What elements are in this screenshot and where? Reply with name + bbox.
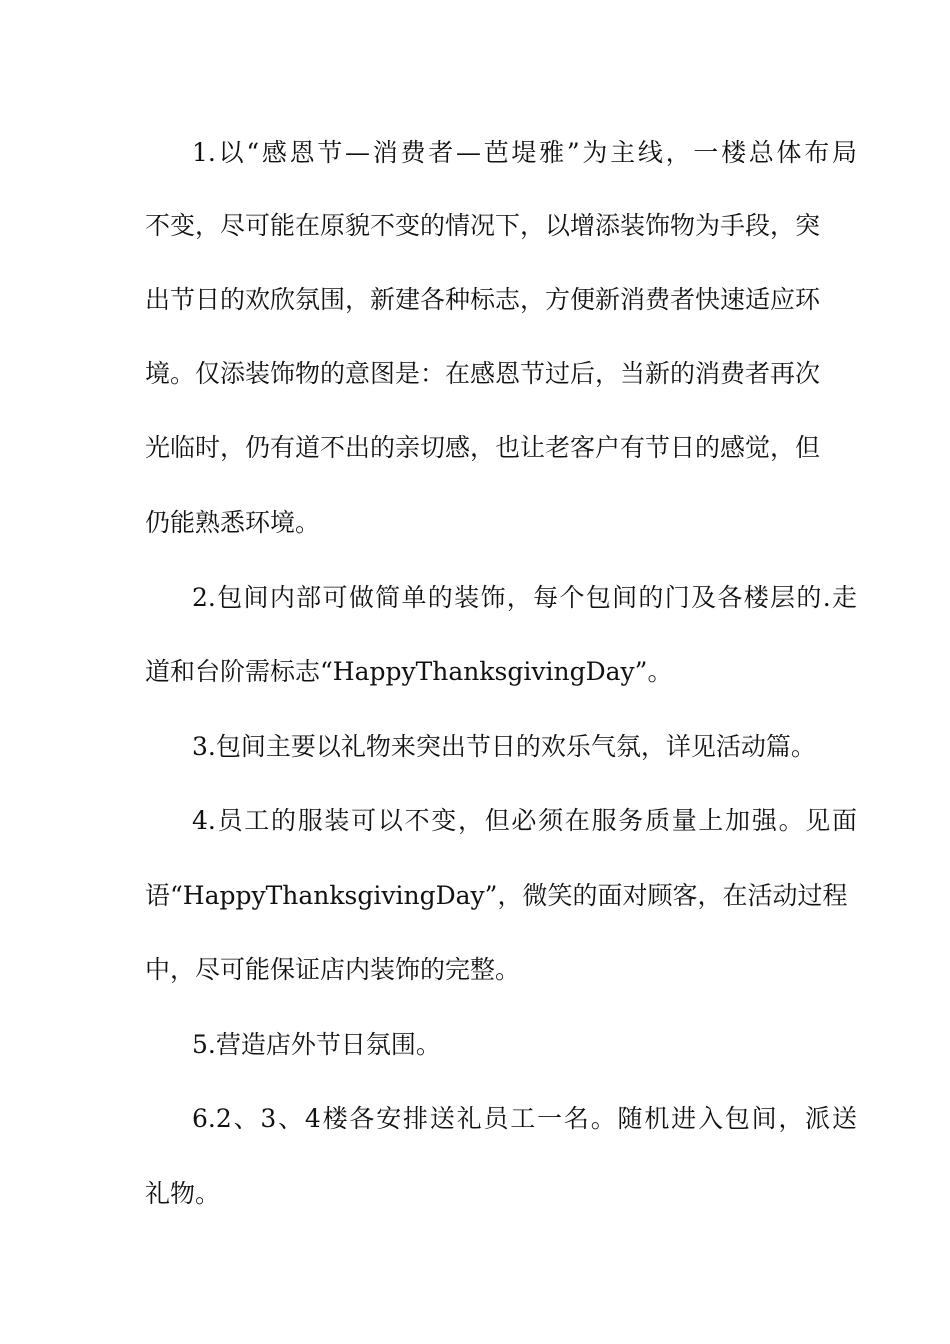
paragraph-2-line-1: 2.包间内部可做简单的装饰，每个包间的门及各楼层的.走: [192, 583, 857, 612]
paragraph-4-line-3: 中，尽可能保证店内装饰的完整。: [145, 955, 521, 984]
paragraph-1-line-3: 出节日的欢欣氛围，新建各种标志，方便新消费者快速适应环: [145, 285, 821, 314]
paragraph-6-line-1: 6.2、3、4楼各安排送礼员工一名。随机进入包间，派送: [192, 1104, 857, 1133]
paragraph-1-line-1: 1.以“感恩节—消费者—芭堤雅”为主线，一楼总体布局: [192, 138, 857, 167]
paragraph-2-line-2: 道和台阶需标志“HappyThanksgivingDay”。: [145, 657, 673, 686]
paragraph-1-line-2: 不变，尽可能在原貌不变的情况下，以增添装饰物为手段，突: [145, 211, 821, 240]
paragraph-1-line-5: 光临时，仍有道不出的亲切感，也让老客户有节日的感觉，但: [145, 433, 821, 462]
paragraph-1-line-6: 仍能熟悉环境。: [145, 508, 321, 537]
paragraph-6-line-2: 礼物。: [145, 1179, 221, 1208]
paragraph-5-line-1: 5.营造店外节日氛围。: [192, 1030, 441, 1059]
paragraph-3-line-1: 3.包间主要以礼物来突出节日的欢乐气氛，详见活动篇。: [192, 732, 816, 761]
paragraph-4-line-2: 语“HappyThanksgivingDay”，微笑的面对顾客，在活动过程: [145, 881, 848, 910]
paragraph-4-line-1: 4.员工的服装可以不变，但必须在服务质量上加强。见面: [192, 806, 857, 835]
paragraph-1-line-4: 境。仅添装饰物的意图是：在感恩节过后，当新的消费者再次: [145, 359, 821, 388]
